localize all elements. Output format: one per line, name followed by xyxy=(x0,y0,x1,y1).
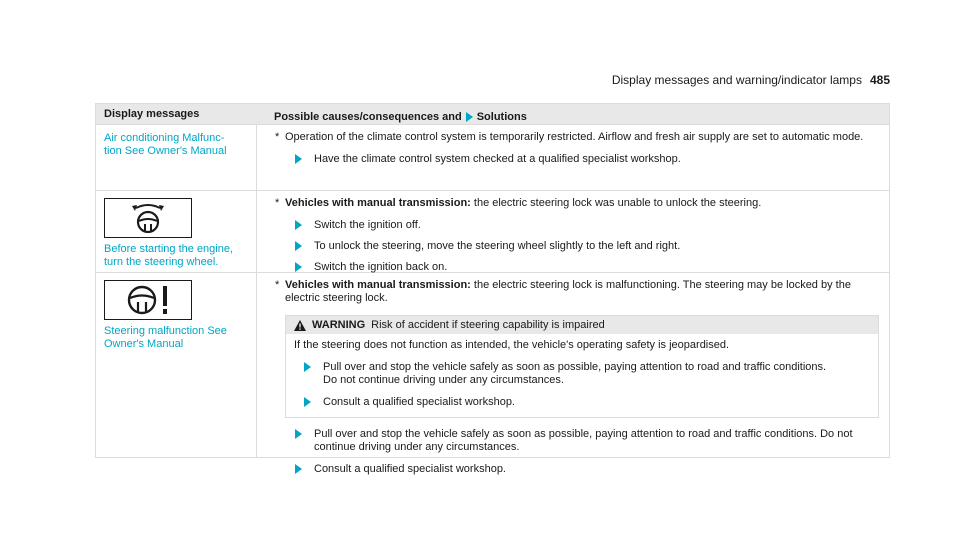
arrow-right-icon xyxy=(304,362,311,372)
message-text: Air conditioning Malfunc- tion See Owner's Manual xyxy=(104,132,227,157)
arrow-right-icon xyxy=(304,397,311,407)
display-messages-table xyxy=(95,103,890,475)
arrow-right-icon xyxy=(466,112,473,122)
message-text: Steering malfunction See Owner's Manual xyxy=(104,325,227,350)
arrow-right-icon xyxy=(295,464,302,474)
cause-cell xyxy=(257,273,889,475)
cause-text: Operation of the climate control system is temporarily restricted. Airflow and fresh air supply are set to automatic mode. xyxy=(285,131,864,143)
cause-rest: the electric steering lock was unable to unlock the steering. xyxy=(470,197,762,209)
warning-step xyxy=(294,396,870,409)
table-row xyxy=(96,190,889,272)
arrow-right-icon xyxy=(295,429,302,439)
running-header xyxy=(612,73,890,87)
warning-triangle-icon xyxy=(294,320,306,331)
warning-title: Risk of accident if steering capability is impaired xyxy=(371,318,605,331)
display-message xyxy=(96,273,257,457)
cause-text xyxy=(285,197,879,210)
solution-step xyxy=(275,219,879,232)
step-text: Pull over and stop the vehicle safely as soon as possible, paying attention to road and traffic conditions. Do not continue driving under any circumstances. xyxy=(314,428,853,453)
display-message xyxy=(96,125,257,190)
cause-text xyxy=(285,279,879,305)
arrow-right-icon xyxy=(295,220,302,230)
cause-star: * xyxy=(275,197,280,209)
cause-bold: Vehicles with manual transmission: xyxy=(285,197,471,209)
step-text: To unlock the steering, move the steering wheel slightly to the left and right. xyxy=(314,240,681,252)
warning-text: If the steering does not function as intended, the vehicle's operating safety is jeopardised. xyxy=(294,339,730,351)
warning-body xyxy=(286,334,878,417)
cause-star: * xyxy=(275,279,280,291)
solution-step xyxy=(275,428,879,454)
steering-malfunction-icon xyxy=(104,280,192,320)
step-text: Switch the ignition off. xyxy=(314,219,421,231)
table-row xyxy=(96,124,889,190)
cause xyxy=(275,131,879,144)
warning-box xyxy=(285,315,879,418)
cause-bold: Vehicles with manual transmission: xyxy=(285,279,471,291)
step-text: Pull over and stop the vehicle safely as soon as possible, paying attention to road and traffic conditions. Do not continue driving under any circumstances. xyxy=(323,361,827,386)
warning-label: WARNING xyxy=(312,318,366,331)
table-row xyxy=(96,272,889,475)
solution-step xyxy=(275,153,879,166)
steering-lock-turn-icon xyxy=(104,198,192,238)
solution-step xyxy=(275,463,879,476)
arrow-right-icon xyxy=(295,154,302,164)
col-header-solutions-label: Solutions xyxy=(476,110,527,123)
step-text: Consult a qualified specialist workshop. xyxy=(323,396,515,408)
step-text: Consult a qualified specialist workshop. xyxy=(314,463,506,475)
table-header xyxy=(96,104,889,124)
cause-cell xyxy=(257,125,889,190)
cause-star: * xyxy=(275,131,280,143)
arrow-right-icon xyxy=(295,262,302,272)
display-message xyxy=(96,191,257,272)
warning-header xyxy=(286,316,878,334)
cause-cell xyxy=(257,191,889,272)
solution-step xyxy=(275,240,879,253)
cause xyxy=(275,197,879,210)
step-text: Switch the ignition back on. xyxy=(314,261,448,273)
col-header-causes xyxy=(257,104,889,124)
page-number: 485 xyxy=(869,73,890,87)
col-header-causes-label: Possible causes/consequences and xyxy=(274,110,462,123)
step-text: Have the climate control system checked at a qualified specialist workshop. xyxy=(314,153,681,165)
col-header-display-messages: Display messages xyxy=(104,108,200,120)
message-text: Before starting the engine, turn the steering wheel. xyxy=(104,243,234,268)
cause-rest: the electric steering lock is malfunctioning. The steering may be locked by the electric steering lock. xyxy=(285,279,851,304)
running-title: Display messages and warning/indicator lamps xyxy=(611,73,862,87)
warning-step xyxy=(294,361,870,387)
cause xyxy=(275,279,879,305)
arrow-right-icon xyxy=(295,241,302,251)
